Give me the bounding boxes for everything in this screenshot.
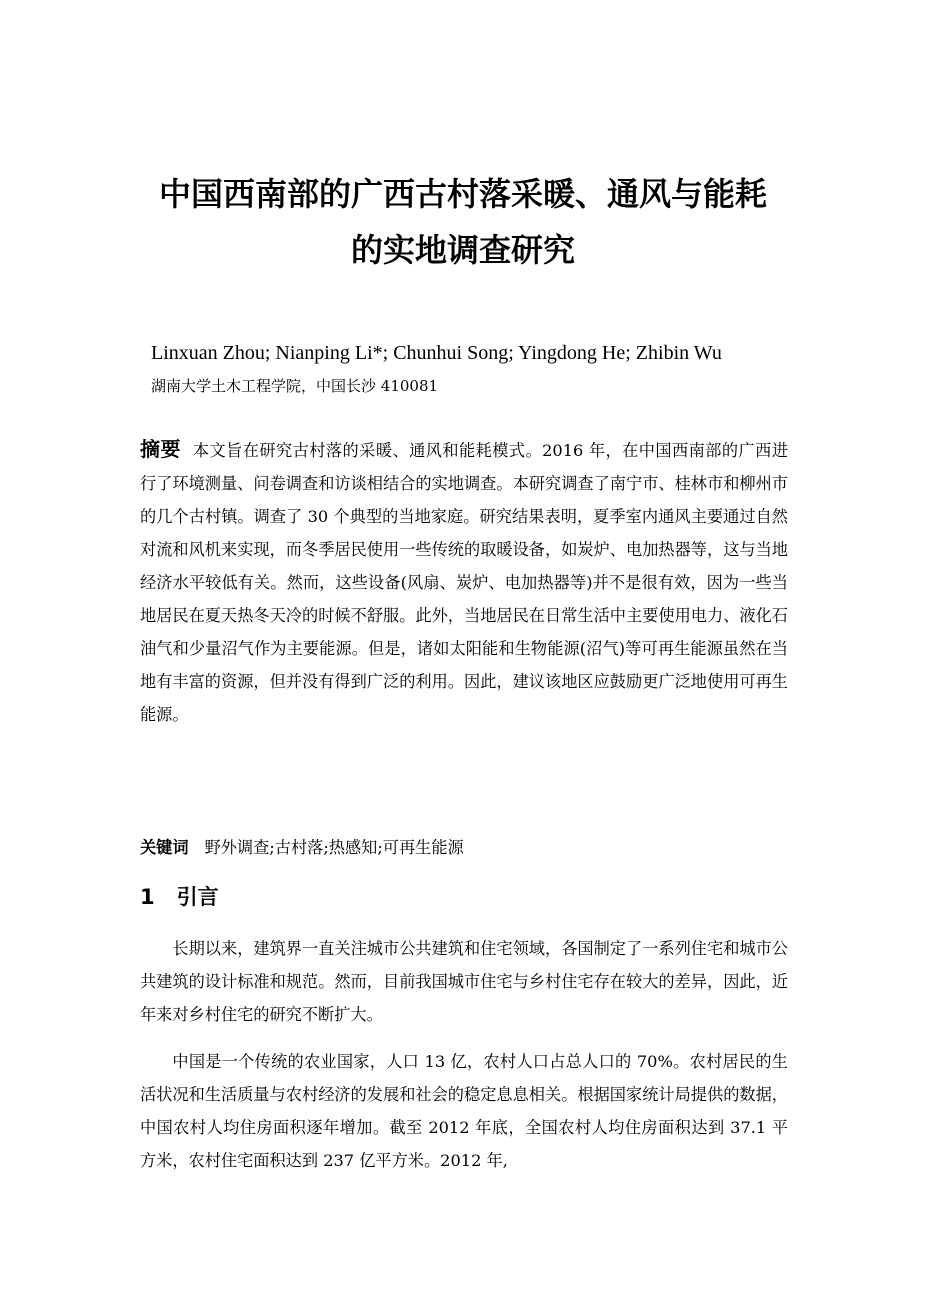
abstract-text: 本文旨在研究古村落的采暖、通风和能耗模式。2016 年，在中国西南部的广西进行了环境测量、问卷调查和访谈相结合的实地调查。本研究调查了南宁市、桂林市和柳州市的几个古村镇。调查了 30 个典型的当地家庭。研究结果表明，夏季室内通风主要通过自然对流和风机来实现，而冬季居民使用一些传统的取暖设备，如炭炉、电加热器等，这与当地经济水平较低有关。然而，这些设备(风扇、炭炉、电加热器等)并不是很有效，因为一些当地居民在夏天热冬天冷的时候不舒服。此外，当地居民在日常生活中主要使用电力、液化石油气和少量沼气作为主要能源。但是，诸如太阳能和生物能源(沼气)等可再生能源虽然在当地有丰富的资源，但并没有得到广泛的利用。因此，建议该地区应鼓励更广泛地使用可再生能源。 <box>140 441 789 724</box>
body-paragraph: 长期以来，建筑界一直关注城市公共建筑和住宅领域，各国制定了一系列住宅和城市公共建筑的设计标准和规范。然而，目前我国城市住宅与乡村住宅存在较大的差异，因此，近年来对乡村住宅的研究不断扩大。 <box>140 939 788 1024</box>
abstract-label: 摘要 <box>140 437 181 461</box>
paper-title <box>130 166 796 278</box>
section-title: 引言 <box>176 885 219 909</box>
author-list: Linxuan Zhou; Nianping Li*; Chunhui Song; Yingdong He; Zhibin Wu <box>151 342 722 364</box>
paper-title-line-1: 中国西南部的广西古村落采暖、通风与能耗 <box>158 175 767 213</box>
abstract <box>140 433 788 731</box>
keywords-text: 野外调查;古村落;热感知;可再生能源 <box>204 838 464 857</box>
author-affiliation: 湖南大学土木工程学院，中国长沙 410081 <box>151 377 439 395</box>
body-paragraph: 中国是一个传统的农业国家，人口 13 亿，农村人口占总人口的 70%。农村居民的生活状况和生活质量与农村经济的发展和社会的稳定息息相关。根据国家统计局提供的数据，中国农村人均住房面积逐年增加。截至 2012 年底，全国农村人均住房面积达到 37.1 平方米，农村住宅面积达到 237 亿平方米。2012 年, <box>140 1052 788 1170</box>
keywords <box>140 833 464 863</box>
section-number: 1 <box>140 885 155 909</box>
section-heading-introduction <box>140 880 219 914</box>
keywords-label: 关键词 <box>140 838 189 857</box>
paper-title-line-2: 的实地调查研究 <box>350 231 575 269</box>
